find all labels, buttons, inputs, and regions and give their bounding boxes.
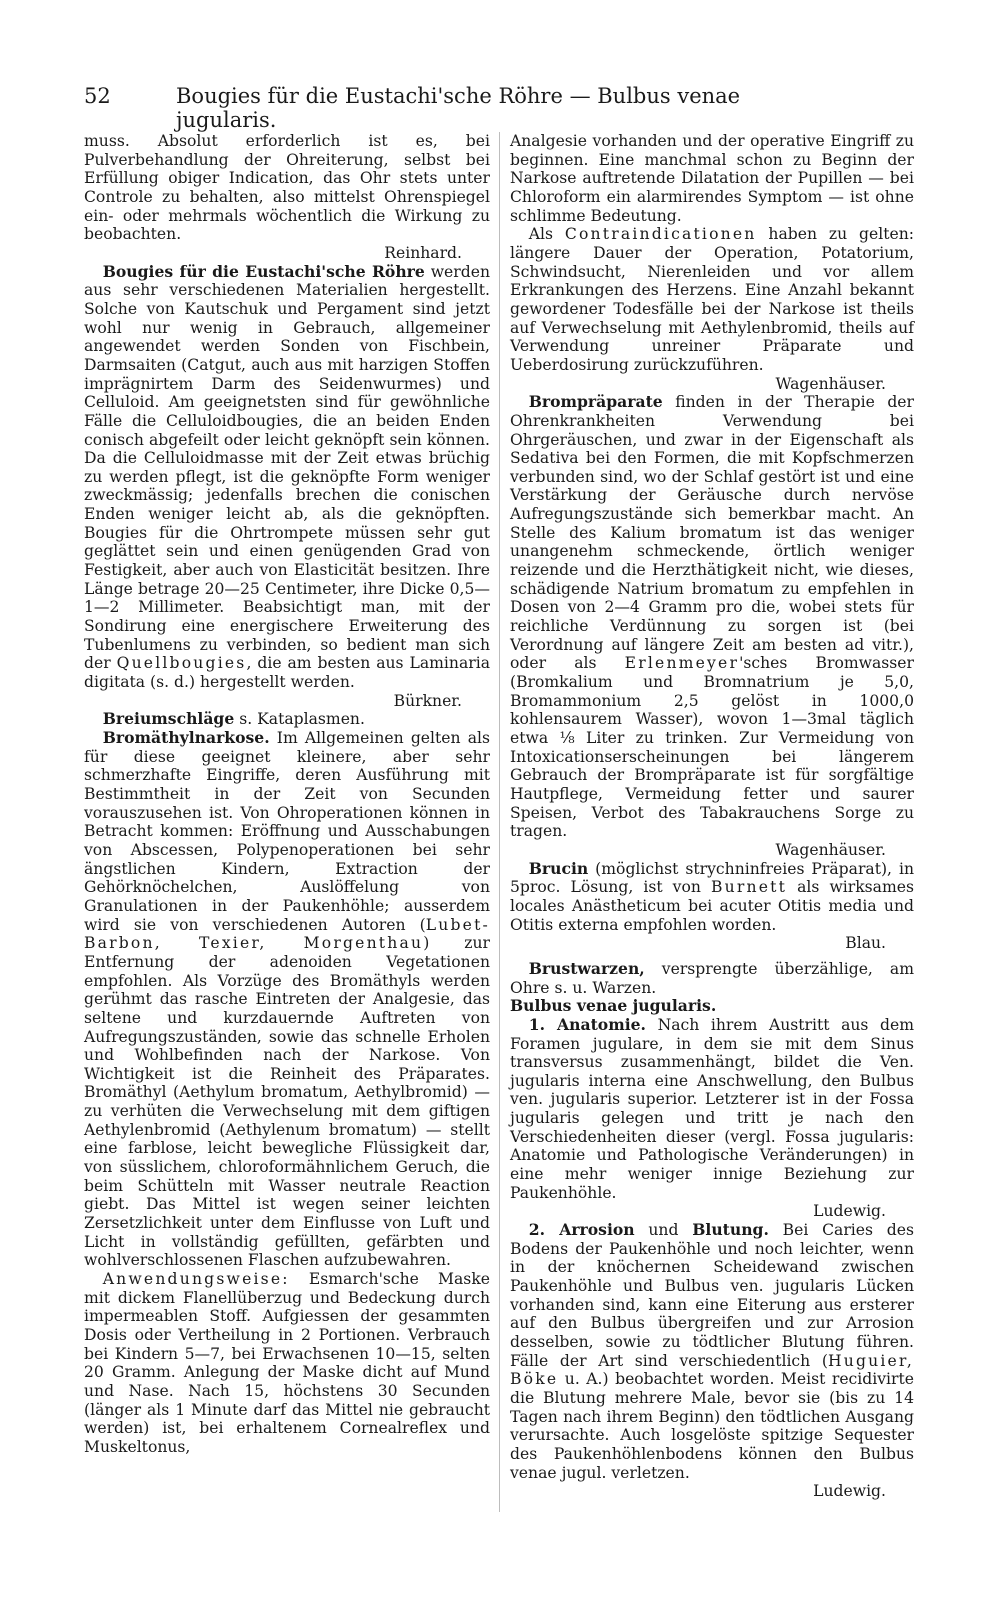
author-signature: Bürkner. [393,691,462,710]
entry-heading: Bulbus venae jugularis. [510,996,717,1016]
entry-bulbus-heading [510,997,914,1016]
paragraph-contraindicationen [510,225,914,393]
section-heading: 1. Anatomie. [528,1014,646,1034]
author-signature: Ludewig. [813,1202,886,1221]
text: Bei Caries des Bodens der Paukenhöhle und noch leichter, wenn in der knöchernen Scheidewand zwischen Paukenhöhle und Bulbus ven. jugularis Lücken vorhanden sind, kann eine Eiterung aus ersterer auf den Bulbus übergreifen und zur Arrosion desselben, sowie zu tödtlicher Blutung führen. Fälle der Art sind verschiedentlich ( [510,1221,914,1370]
text: als wirksames locales Anästheticum bei acuter Otitis media und Otitis externa empfohlen worden. [510,878,914,934]
right-column [510,132,914,1501]
page-number: 52 [84,84,111,108]
spaced-term: Anwendungsweise: [102,1270,290,1289]
paragraph-analgesie [510,132,914,225]
entry-brompraeparate [510,393,914,859]
text: ) zur Entfernung der adenoiden Vegetationen empfohlen. Als Vorzüge des Bromäthyls werden gerühmt das rasche Eintreten der Analgesie, das seltene und kurzdauernde Auftreten von Aufregungszuständen, sowie das schnelle Erholen und Wohlbefinden nach der Narkose. Von Wichtigkeit ist die Reinheit des Präparates. Bromäthyl (Aethylum bromatum, Aethylbromid) — zu verhüten die Verwechselung mit dem giftigen Aethylenbromid (Aethylenum bromatum) — stellt eine farblose, leicht bewegliche Flüssigkeit dar, von süsslichem, chloroformähnlichem Geruch, die beim Schütteln mit Wasser neutrale Reaction giebt. Das Mittel ist wegen seiner leichten Zersetzlichkeit unter dem Einflusse von Luft und Licht in vollständig gefüllten, gefärbten und wohlverschlossenen Flaschen aufzubewahren. [84,934,490,1270]
section-anatomie [510,1016,914,1221]
cross-reference: s. Kataplasmen. [234,710,365,729]
entry-heading: Breiumschläge [102,709,235,729]
entry-heading: Bromäthylnarkose. [102,728,270,747]
entry-heading: Brucin [528,858,589,878]
entry-bougies [84,263,490,711]
section-arrosion [510,1221,914,1501]
author-signature: Wagenhäuser. [775,840,886,859]
running-title: Bougies für die Eustachi'sche Röhre — Bulbus venae jugularis. [176,84,741,132]
spaced-name: Erlenmeyer [624,654,740,673]
spaced-name: Burnett [710,878,788,897]
author-signature: Reinhard. [384,243,462,262]
author-signature: Ludewig. [813,1482,886,1501]
section-heading: Blutung. [692,1220,769,1240]
entry-breiumschlaege [84,710,490,729]
text: Im Allgemeinen gelten als für diese geeignet kleinere, aber sehr schmerzhafte Eingriffe, deren Ausführung mit Bestimmtheit in der Zeit von Secunden vorauszusehen ist. Von Ohroperationen können in Betracht kommen: Eröffnung und Ausschabungen von Abscessen, Polypenoperationen bei sehr ängstlichen Kindern, Extraction der Gehörknöchelchen, Auslöffelung von Granulationen in der Paukenhöhle; ausserdem wird sie von verschiedenen Autoren ( [84,729,490,934]
entry-bromaethylnarkose [84,729,490,1270]
text: haben zu gelten: längere Dauer der Operation, Potatorium, Schwindsucht, Nierenleiden und vor allem Erkrankungen des Herzens. Eine Anzahl bekannt gewordener Todesfälle bei der Narkose ist theils auf Verwechselung mit Aethylenbromid, theils auf Verwendung unreiner Präparate und Ueberdosirung zurückzuführen. [510,225,914,374]
text: Nach ihrem Austritt aus dem Foramen jugulare, in dem sie mit dem Sinus transversus zusammenhängt, bildet die Ven. jugularis interna eine Anschwellung, den Bulbus ven. jugularis superior. Letzterer ist in der Fossa jugularis gelegen und tritt je nach den Verschiedenheiten dieser (vergl. Fossa jugularis: Anatomie und Pathologische Veränderungen) in eine mehr weniger innige Beziehung zur Paukenhöhle. [510,1015,914,1202]
paragraph-anwendungsweise [84,1270,490,1457]
spaced-names: Huguier, Böke [510,1351,914,1389]
text: muss. Absolut erforderlich ist es, bei Pulverbehandlung der Ohreiterung, selbst bei Erfüllung obiger Indication, das Ohr stets unter Controle zu behalten, also mittelst Ohrenspiegel ein- oder mehrmals wöchentlich die Wirkung zu beobachten. [84,132,490,244]
spaced-term: Contraindicationen [564,225,757,244]
text: (möglichst strychninfreies Präparat), in 5proc. Lösung, ist von [510,859,914,897]
text: Als [528,225,565,244]
spaced-names: Lubet-Barbon, Texier, Morgenthau [84,915,490,953]
column-divider [499,132,500,1512]
text: 'sches Bromwasser (Bromkalium und Bromnatrium je 5,0, Bromammonium 2,5 gelöst in 1000,0 kohlensaurem Wasser), wovon 1—3mal täglich etwa ⅛ Liter zu trinken. Zur Vermeidung von Intoxicationserscheinungen bei längerem Gebrauch der Brompräparate ist für sorgfältige Hautpflege, Vermeidung fetter und saurer Speisen, Verbot des Tabakrauchens Sorge zu tragen. [510,654,914,841]
spaced-term: Quellbougies [116,654,247,673]
text: , die am besten aus Laminaria digitata (s. d.) hergestellt werden. [84,654,490,692]
entry-brustwarzen [510,960,914,997]
left-column [84,132,490,1457]
text: werden aus sehr verschiedenen Materialien hergestellt. Solche von Kautschuk und Pergament sind jetzt wohl nur wenig in Gebrauch, allgemeiner angewendet werden Sonden von Fischbein, Darmsaiten (Catgut, auch aus mit harzigen Stoffen imprägnirtem Darm des Seidenwurmes) und Celluloid. Am geeignetsten sind für gewöhnliche Fälle die Celluloidbougies, die an beiden Enden conisch abgefeilt oder leicht geknöpft sein können. Da die Celluloidmasse mit der Zeit etwas brüchig zu werden pflegt, ist die geknöpfte Form weniger zweckmässig; jedenfalls brechen die conischen Enden weniger leicht ab, als die geknöpften. Bougies für die Ohrtrompete müssen sehr gut geglättet sein und einen genügenden Grad von Festigkeit, aber auch von Elasticität besitzen. Ihre Länge betrage 20—25 Centimeter, ihre Dicke 0,5—1—2 Millimeter. Beabsichtigt man, mit der Sondirung eine energischere Erweiterung des Tubenlumens zu verbinden, so bedient man sich der [84,262,490,673]
entry-brucin [510,860,914,953]
text: Esmarch'sche Maske mit dickem Flanellüberzug und Bedeckung durch impermeablen Stoff. Aufgiessen der gesammten Dosis oder Vertheilung in 2 Portionen. Verbrauch bei Kindern 5—7, bei Erwachsenen 10—15, selten 20 Gramm. Anlegung der Maske dicht auf Mund und Nase. Nach 15, höchstens 30 Secunden (länger als 1 Minute darf das Mittel nie gebraucht werden) ist, bei erhaltenem Cornealreflex und Muskeltonus, [84,1270,490,1456]
text: und [634,1221,693,1240]
section-heading: 2. Arrosion [528,1220,635,1240]
entry-heading: Brompräparate [528,392,663,412]
author-signature: Wagenhäuser. [775,374,886,393]
text: u. A.) beobachtet worden. Meist recidivirte die Blutung mehrere Male, bevor sie (bis zu 14 Tagen nach ihrem Beginn) den tödtlichen Ausgang verursachte. Auch losgelöste spitzige Sequester des Paukenhöhlenbodens können den Bulbus venae jugul. verletzen. [510,1370,914,1482]
entry-heading: Brustwarzen, [528,958,645,978]
text: finden in der Therapie der Ohrenkrankheiten Verwendung bei Ohrgeräuschen, und zwar in der Eigenschaft als Sedativa bei den Formen, die mit Kopfschmerzen verbunden sind, wo der Schlaf gestört ist und eine Verstärkung der Geräusche durch nervöse Aufregungszustände sich bemerkbar macht. An Stelle des Kalium bromatum ist das weniger unangenehm schmeckende, örtlich weniger reizende und die Herzthätigkeit nicht, wie dieses, schädigende Natrium bromatum zu empfehlen in Dosen von 2—4 Gramm pro die, wobei stets für reichliche Verdünnung zu sorgen ist (bei Verordnung auf längere Zeit am besten ad vitr.), oder als [510,393,914,673]
paragraph-pulver [84,132,490,263]
cross-reference: versprengte überzählige, am Ohre s. u. Warzen. [510,959,914,997]
author-signature: Blau. [845,934,886,953]
entry-heading: Bougies für die Eustachi'sche Röhre [102,261,425,281]
text: Analgesie vorhanden und der operative Eingriff zu beginnen. Eine manchmal schon zu Beginn der Narkose auftretende Dilatation der Pupillen — bei Chloroform ein alarmirendes Symptom — ist ohne schlimme Bedeutung. [510,132,914,225]
